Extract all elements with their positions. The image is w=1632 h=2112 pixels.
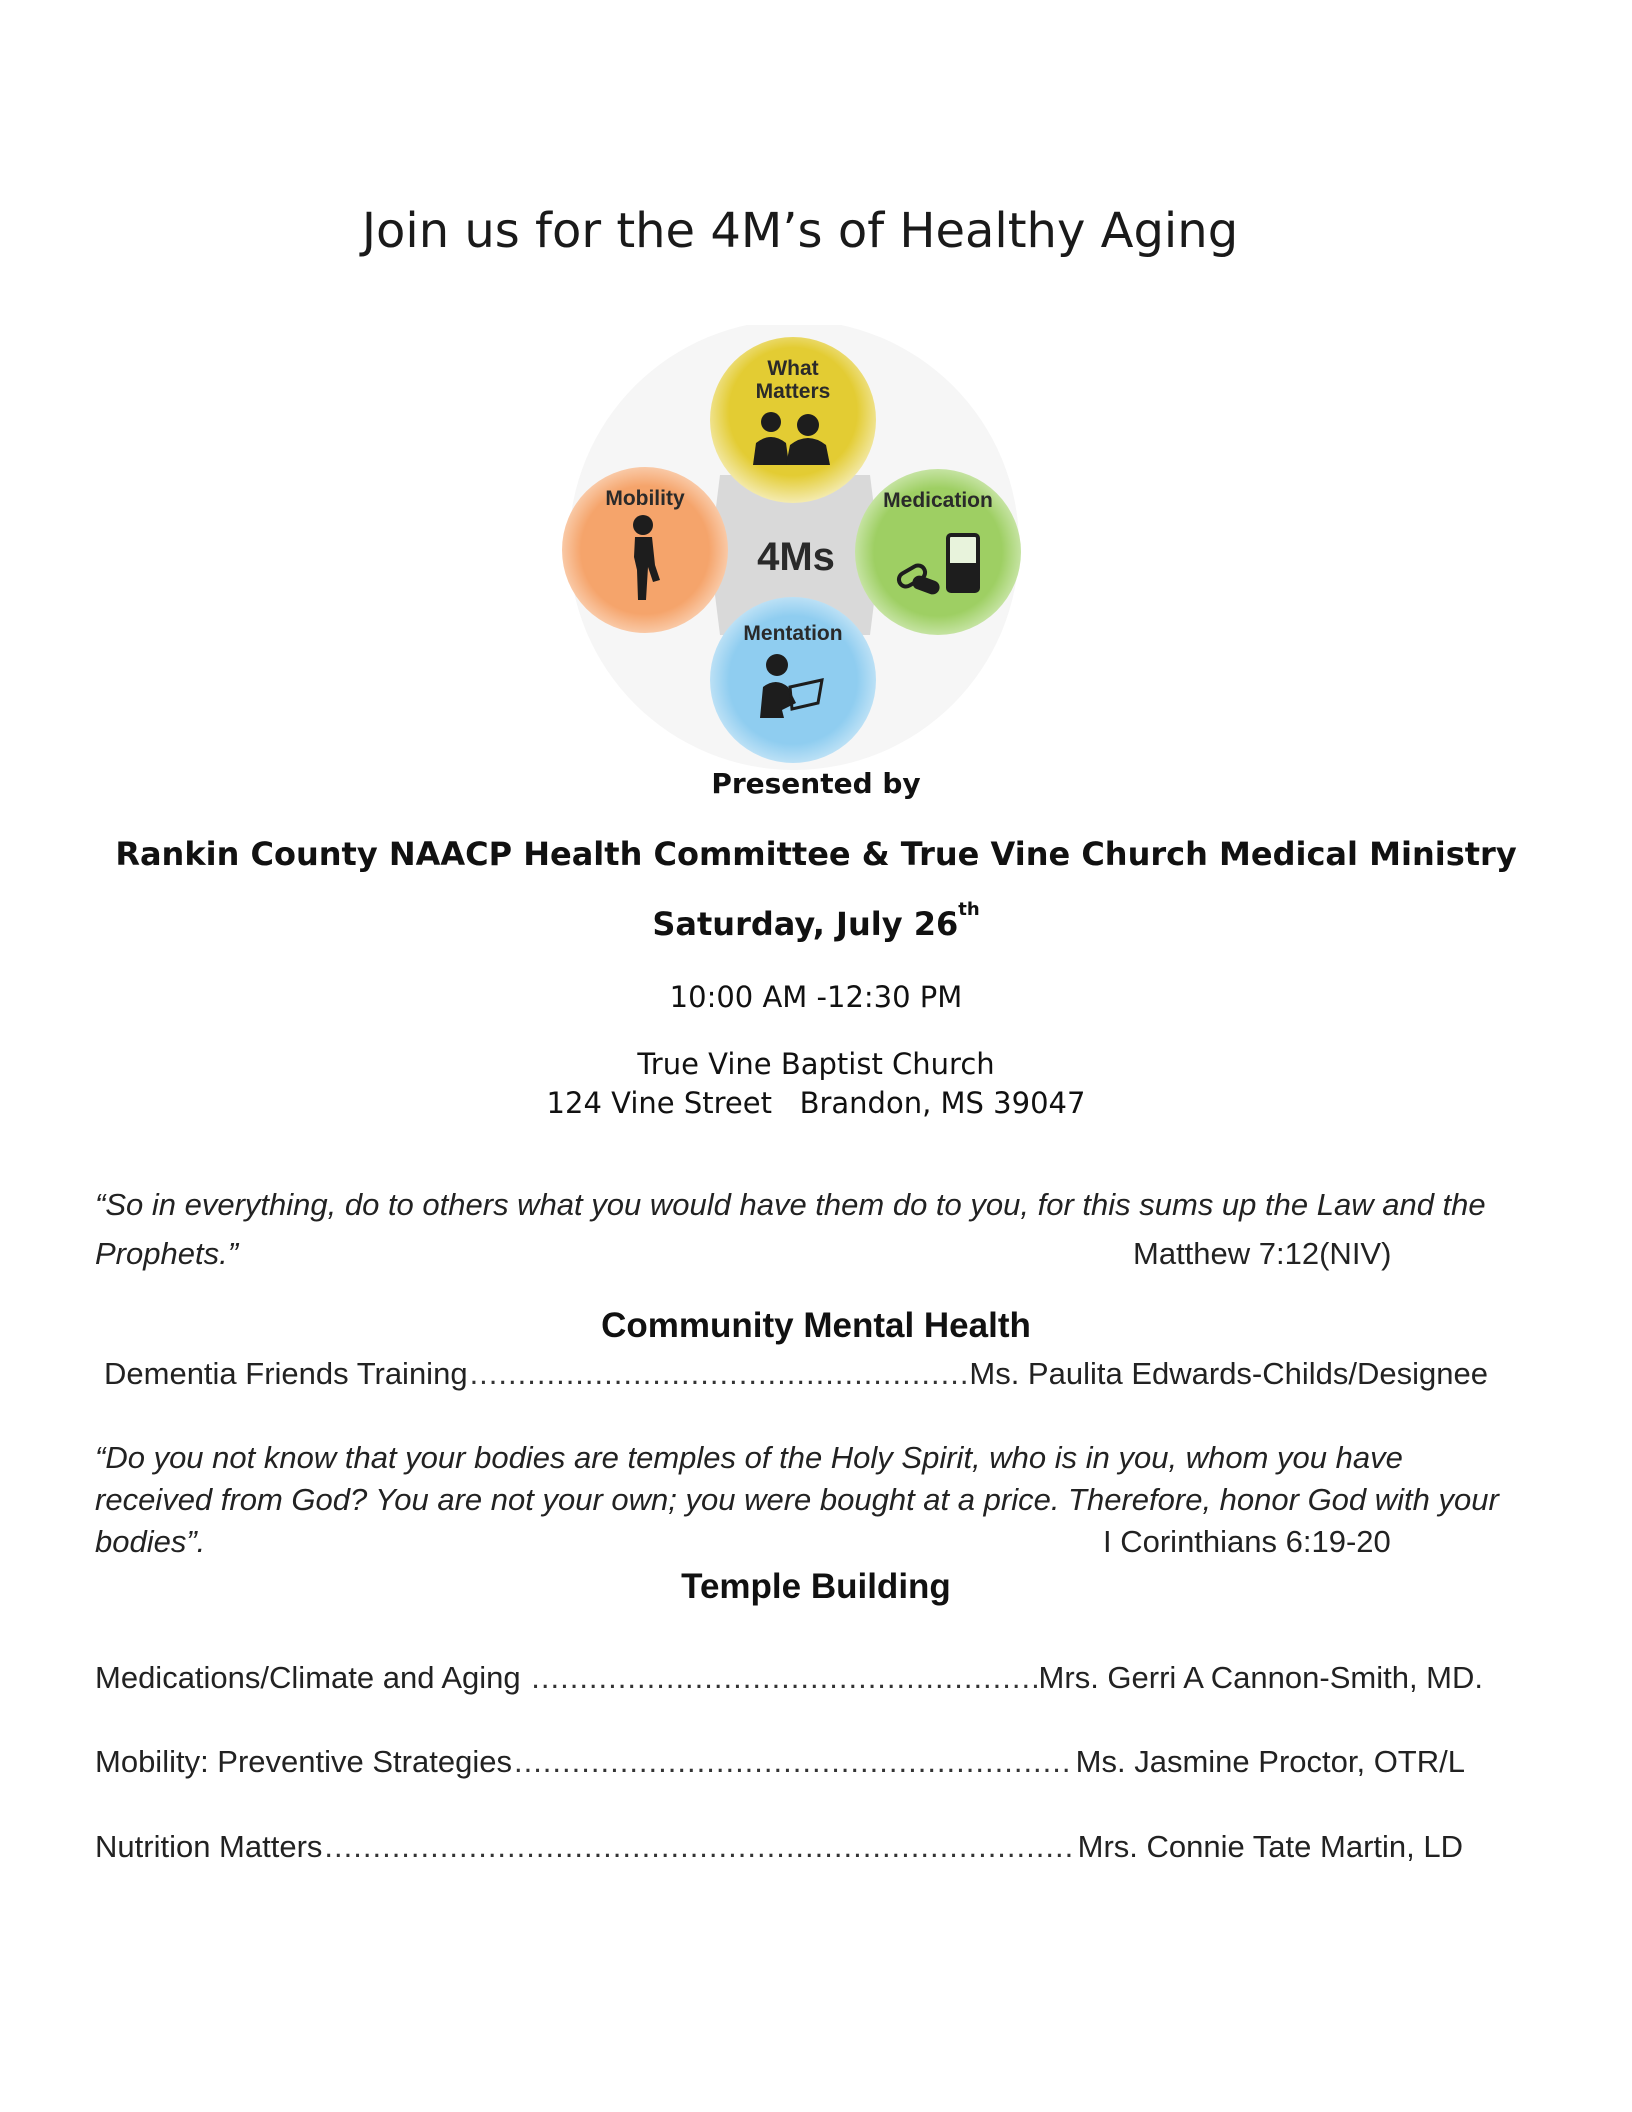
- center-label: 4Ms: [757, 535, 835, 579]
- leader-dots: [324, 1829, 1075, 1865]
- presented-by: Presented by: [711, 767, 921, 800]
- section-heading-community-mental-health: Community Mental Health: [601, 1306, 1031, 1345]
- agenda-speaker: Ms. Paulita Edwards-Childs/Designee: [969, 1356, 1488, 1391]
- quote2-reference: I Corinthians 6:19-20: [1103, 1524, 1391, 1559]
- quote1-reference: Matthew 7:12(NIV): [1133, 1236, 1392, 1271]
- page-title: Join us for the 4M’s of Healthy Aging: [361, 203, 1239, 259]
- agenda-topic: Medications/Climate and Aging: [95, 1660, 530, 1695]
- svg-text:Matters: Matters: [755, 380, 831, 403]
- agenda-speaker: Mrs. Connie Tate Martin, LD: [1077, 1829, 1463, 1864]
- date-suffix: th: [958, 899, 980, 920]
- agenda-topic: Nutrition Matters: [95, 1829, 323, 1864]
- quote1-line2: Prophets.”: [95, 1236, 239, 1271]
- mobility-label: Mobility: [605, 487, 685, 510]
- agenda-topic: Mobility: Preventive Strategies: [95, 1744, 512, 1779]
- agenda-speaker: Mrs. Gerri A Cannon-Smith, MD.: [1038, 1660, 1483, 1695]
- leader-dots: [531, 1660, 1036, 1696]
- leader-dots: [514, 1744, 1074, 1780]
- leader-dots: [470, 1356, 968, 1392]
- mentation-label: Mentation: [743, 622, 843, 645]
- venue-name: True Vine Baptist Church: [637, 1047, 995, 1081]
- agenda-row: [95, 1660, 1483, 1696]
- quote1-line1: “So in everything, do to others what you would have them do to you, for this sums up the Law and the: [95, 1187, 1486, 1222]
- section-heading-temple-building: Temple Building: [681, 1567, 951, 1606]
- 4ms-logo: [560, 325, 1040, 775]
- what-matters-label: What: [767, 357, 819, 380]
- organizers: Rankin County NAACP Health Committee & True Vine Church Medical Ministry: [115, 835, 1517, 873]
- agenda-row: [95, 1829, 1463, 1865]
- venue-address: 124 Vine Street Brandon, MS 39047: [546, 1086, 1086, 1120]
- agenda-row: [104, 1356, 1488, 1392]
- event-date: Saturday, July 26th: [652, 899, 980, 943]
- agenda-row: [95, 1744, 1465, 1780]
- quote2-line2: received from God? You are not your own; you were bought at a price. Therefore, honor God with your: [95, 1482, 1499, 1517]
- medication-label: Medication: [883, 489, 993, 512]
- venue: [0, 1045, 1632, 1123]
- agenda-topic: Dementia Friends Training: [104, 1356, 468, 1391]
- quote2-line3: bodies”.: [95, 1524, 206, 1559]
- agenda-speaker: Ms. Jasmine Proctor, OTR/L: [1075, 1744, 1465, 1779]
- quote2-line1: “Do you not know that your bodies are temples of the Holy Spirit, who is in you, whom you have: [95, 1440, 1403, 1475]
- event-time: 10:00 AM -12:30 PM: [669, 980, 963, 1014]
